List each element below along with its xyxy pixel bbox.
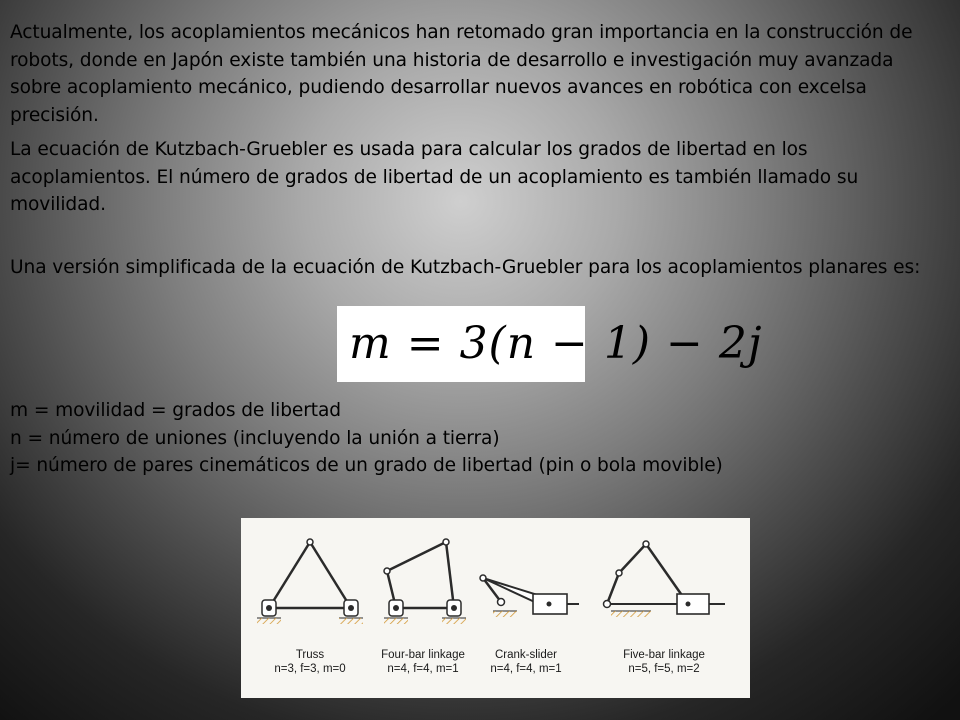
crank-slider-name: Crank-slider — [495, 649, 557, 661]
crank-slider-params: n=4, f=4, m=1 — [490, 663, 562, 675]
five-bar-params: n=5, f=5, m=2 — [628, 663, 700, 675]
crank-slider-ground-hatch — [493, 611, 517, 617]
four-bar-ground-hatch-left — [384, 618, 408, 624]
definition-j: j= número de pares cinemáticos de un grado de libertad (pin o bola movible) — [10, 455, 723, 476]
definitions-list — [10, 397, 948, 480]
five-bar-pin-top — [643, 541, 649, 547]
mechanism-diagram — [241, 518, 750, 698]
intro-text: Actualmente, los acoplamientos mecánicos han retomado gran importancia en la construcción de robots, donde en Japón existe también una historia de desarrollo e investigación muy avanzada sobre acoplamiento mecánico, pudiendo desarrollar nuevos avances en robótica con excelsa precisión. — [10, 22, 913, 126]
simplified-text: Una versión simplificada de la ecuación de Kutzbach-Gruebler para los acoplamientos planares es: — [10, 257, 921, 278]
five-bar-ground-hatch — [611, 611, 651, 617]
five-bar-ground-pin — [604, 601, 611, 608]
crank-slider-pin — [480, 575, 486, 581]
four-bar-pin-top — [443, 539, 449, 545]
five-bar-name: Five-bar linkage — [623, 649, 705, 661]
truss-diagram — [257, 539, 363, 675]
four-bar-name: Four-bar linkage — [381, 649, 465, 661]
kutzbach-text: La ecuación de Kutzbach-Gruebler es usada para calcular los grados de libertad en los acoplamientos. El número de grados de libertad de un acoplamiento es también llamado su movilidad. — [10, 139, 859, 215]
simplified-paragraph — [10, 254, 948, 282]
crank-slider-diagram — [480, 575, 579, 675]
definition-n: n = número de uniones (incluyendo la unión a tierra) — [10, 427, 500, 449]
truss-ground-hatch-left — [257, 618, 281, 624]
definition-m: m = movilidad = grados de libertad — [10, 400, 341, 421]
truss-ground-hatch-right — [339, 618, 363, 624]
four-bar-ground-hatch-right — [442, 618, 466, 624]
formula: m = 3(n − 1) − 2j — [349, 318, 763, 369]
truss-pin-top — [307, 539, 313, 545]
kutzbach-paragraph — [10, 136, 948, 219]
crank-slider-ground-pin — [498, 599, 505, 606]
five-bar-diagram — [604, 541, 726, 675]
truss-name: Truss — [295, 649, 325, 661]
truss-params: n=3, f=3, m=0 — [274, 663, 346, 675]
intro-paragraph — [10, 19, 948, 129]
four-bar-diagram — [381, 539, 466, 675]
five-bar-slider-block — [677, 594, 709, 614]
four-bar-pin-left — [384, 568, 390, 574]
mechanism-diagram-svg — [241, 518, 750, 698]
formula-image — [337, 306, 763, 382]
four-bar-params: n=4, f=4, m=1 — [387, 663, 459, 675]
five-bar-pin-left — [616, 570, 622, 576]
